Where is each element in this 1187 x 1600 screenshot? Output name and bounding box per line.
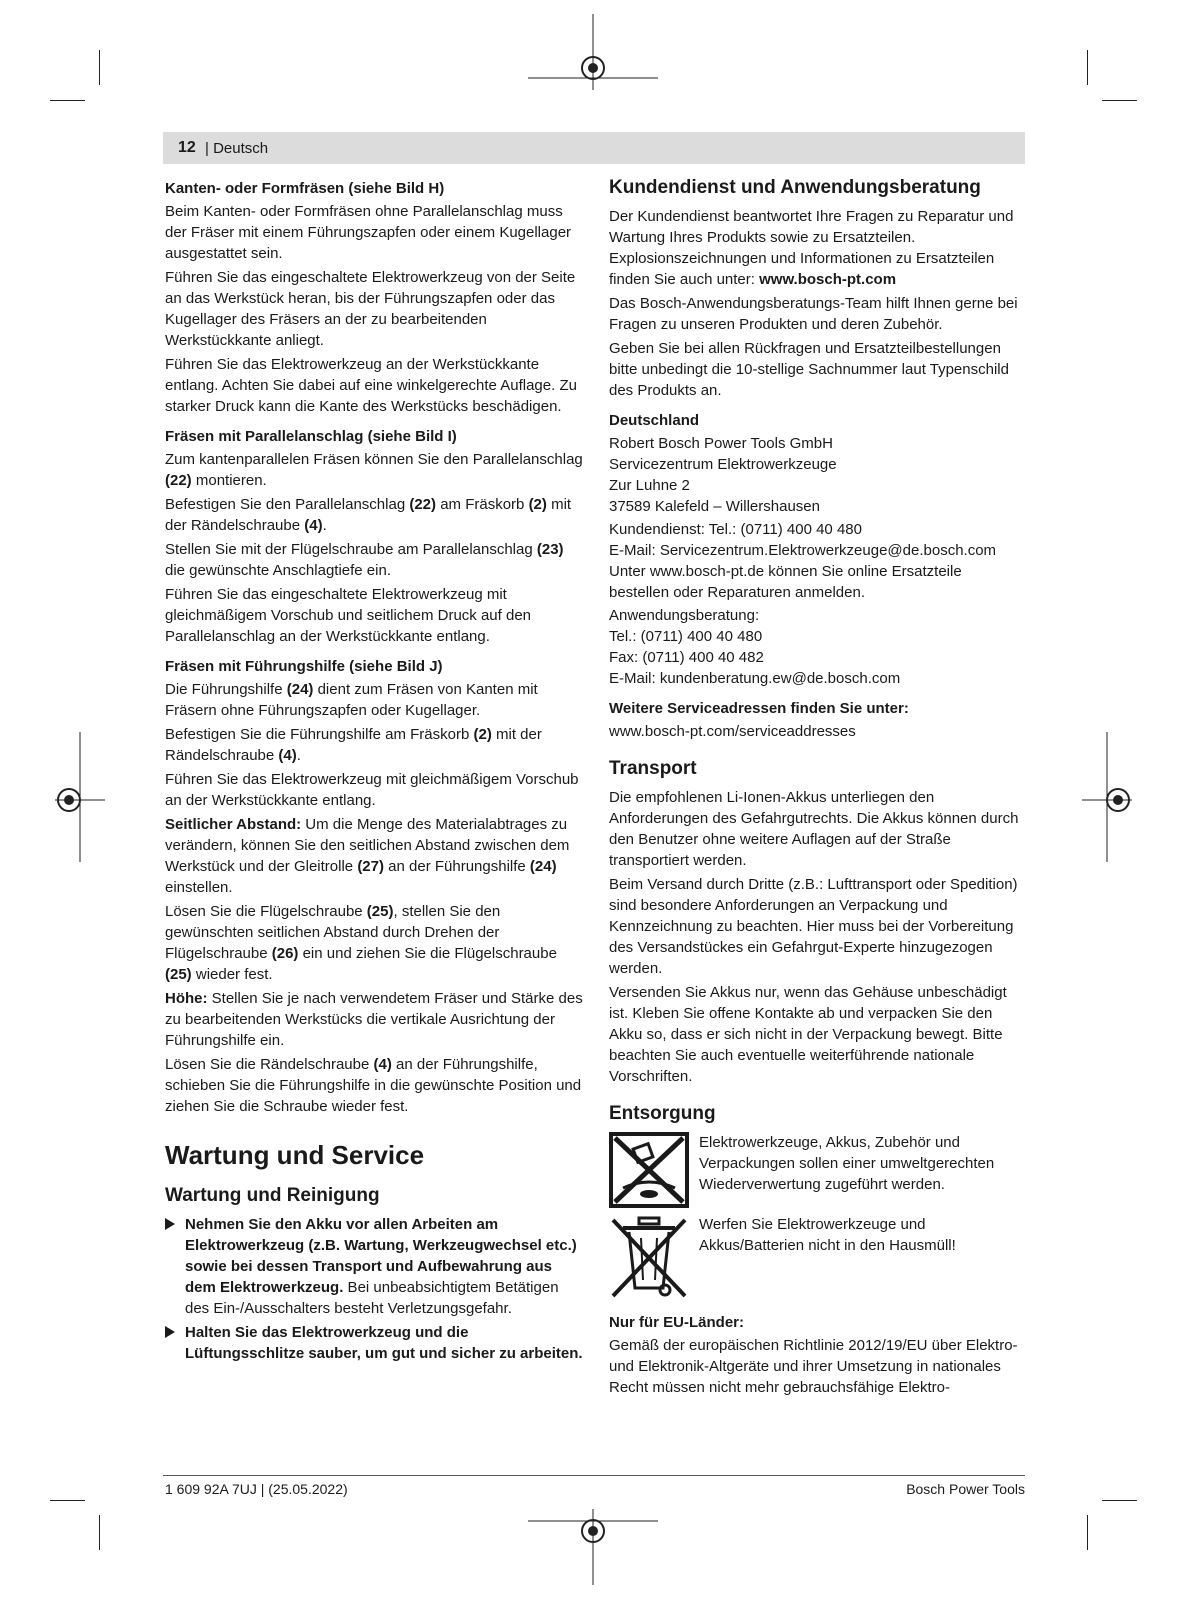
paragraph: Die Führungshilfe (24) dient zum Fräsen von Kanten mit Fräsern ohne Führungszapfen oder Kugellager. (165, 681, 538, 719)
registration-mark-icon (528, 12, 658, 92)
address-line: Zur Luhne 2 (609, 477, 690, 494)
right-column (609, 173, 1023, 1401)
paragraph: Versenden Sie Akkus nur, wenn das Gehäuse unbeschädigt ist. Kleben Sie offene Kontakte ab und verpacken Sie den Akku so, dass er sich nicht in der Verpackung bewegt. Bitte beachten Sie auch eventuelle weiterführende nationale Vorschriften. (609, 984, 1007, 1085)
paragraph: Führen Sie das eingeschaltete Elektrowerkzeug von der Seite an das Werkstück heran, bis der Führungszapfen oder das Kugellager des Fräsers an der zu bearbeitenden Werkstückkante anliegt. (165, 269, 576, 349)
section-heading: Kanten- oder Formfräsen (siehe Bild H) (165, 180, 445, 197)
address-line: Servicezentrum Elektrowerkzeuge (609, 456, 837, 473)
page-header (163, 132, 1025, 164)
address-line: Tel.: (0711) 400 40 480 (609, 628, 763, 645)
paragraph: Befestigen Sie den Parallelanschlag (22) am Fräskorb (2) mit der Rändelschraube (4). (165, 496, 572, 534)
crop-mark (1102, 100, 1137, 101)
footer-brand: Bosch Power Tools (906, 1481, 1025, 1497)
crop-mark (50, 1500, 85, 1501)
safety-bullet: Nehmen Sie den Akku vor allen Arbeiten am Elektrowerkzeug (z.B. Wartung, Werkzeugwechsel etc.) sowie bei dessen Transport und Aufbewahrung aus dem Elektrowerkzeug. Bei unbeabsichtigtem Betätigen des Ein-/Ausschalters besteht Verletzungsgefahr. (165, 1214, 585, 1319)
paragraph: Der Kundendienst beantwortet Ihre Fragen zu Reparatur und Wartung Ihres Produkts sowie zu Ersatzteilen. Explosionszeichnungen und Informationen zu Ersatzteilen finden Sie auch unter: www.bosch-pt.com (609, 208, 1014, 288)
paragraph: Gemäß der europäischen Richtlinie 2012/19/EU über Elektro- und Elektronik-Altgeräte und ihrer Umsetzung in nationales Recht müssen nicht mehr gebrauchsfähige Elektro- (609, 1337, 1018, 1396)
paragraph: Beim Versand durch Dritte (z.B.: Lufttransport oder Spedition) sind besondere Anforderungen an Verpackung und Kennzeichnung zu beachten. Hier muss bei der Vorbereitung des Versandstückes ein Gefahrgut-Experte hinzugezogen werden. (609, 876, 1018, 977)
service-url[interactable]: www.bosch-pt.com/serviceaddresses (609, 723, 856, 740)
page-number: 12 (178, 139, 196, 156)
paragraph: Geben Sie bei allen Rückfragen und Ersatzteilbestellungen bitte unbedingt die 10-stellige Sachnummer laut Typenschild des Produkts an. (609, 340, 1009, 399)
registration-mark-icon (55, 732, 105, 862)
paragraph: Führen Sie das Elektrowerkzeug an der Werkstückkante entlang. Achten Sie dabei auf eine winkelgerechte Auflage. Zu starker Druck kann die Kante des Werkstücks beschädigen. (165, 356, 577, 415)
section-heading: Transport (609, 758, 697, 779)
disposal-text: Werfen Sie Elektrowerkzeuge und Akkus/Batterien nicht in den Hausmüll! (699, 1216, 956, 1254)
crop-mark (1087, 1515, 1088, 1550)
address-line: E-Mail: Servicezentrum.Elektrowerkzeuge@de.bosch.com (609, 542, 997, 559)
left-column (165, 173, 585, 1367)
crop-mark (1102, 1500, 1137, 1501)
crossed-bin-icon (609, 1214, 689, 1300)
header-language: | Deutsch (205, 140, 269, 157)
section-heading: Kundendienst und Anwendungsberatung (609, 177, 981, 198)
section-heading: Weitere Serviceadressen finden Sie unter: (609, 700, 909, 717)
footer-rule (163, 1475, 1025, 1476)
paragraph: Zum kantenparallelen Fräsen können Sie den Parallelanschlag (22) montieren. (165, 451, 583, 489)
safety-bullet: Halten Sie das Elektrowerkzeug und die Lüftungsschlitze sauber, um gut und sicher zu arbeiten. (165, 1322, 585, 1364)
address-line: Anwendungsberatung: (609, 607, 760, 624)
paragraph: Höhe: Stellen Sie je nach verwendetem Fräser und Stärke des zu bearbeitenden Werkstücks die vertikale Ausrichtung der Führungshilfe ein. (165, 990, 583, 1049)
paragraph: Lösen Sie die Rändelschraube (4) an der Führungshilfe, schieben Sie die Führungshilfe in die gewünschte Position und ziehen Sie die Schraube wieder fest. (165, 1056, 582, 1115)
bullet-triangle-icon (165, 1326, 175, 1338)
registration-mark-icon (1082, 732, 1132, 862)
footer-doc-id: 1 609 92A 7UJ | (25.05.2022) (165, 1481, 348, 1497)
paragraph: Beim Kanten- oder Formfräsen ohne Parallelanschlag muss der Fräser mit einem Führungszapfen oder einem Kugellager ausgestattet sein. (165, 203, 572, 262)
paragraph: Seitlicher Abstand: Um die Menge des Materialabtrages zu verändern, können Sie den seitlichen Abstand zwischen dem Werkstück und der Gleitrolle (27) an der Führungshilfe (24) einstellen. (165, 816, 570, 896)
paragraph: Stellen Sie mit der Flügelschraube am Parallelanschlag (23) die gewünschte Anschlagtiefe ein. (165, 541, 564, 579)
crop-mark (99, 50, 100, 85)
address-line: Robert Bosch Power Tools GmbH (609, 435, 833, 452)
disposal-note (609, 1214, 1023, 1300)
section-heading: Fräsen mit Parallelanschlag (siehe Bild I) (165, 428, 457, 445)
crop-mark (50, 100, 85, 101)
link-bosch-pt[interactable]: www.bosch-pt.com (759, 271, 897, 288)
address-line: Fax: (0711) 400 40 482 (609, 649, 764, 666)
section-heading: Wartung und Reinigung (165, 1185, 380, 1206)
registration-mark-icon (528, 1507, 658, 1587)
paragraph: Die empfohlenen Li-Ionen-Akkus unterliegen den Anforderungen des Gefahrgutrechts. Die Akkus können durch den Benutzer ohne weitere Auflagen auf der Straße transportiert werden. (609, 789, 1019, 869)
no-dumping-icon (609, 1132, 689, 1208)
chapter-heading: Wartung und Service (165, 1140, 425, 1170)
address-line: E-Mail: kundenberatung.ew@de.bosch.com (609, 670, 901, 687)
crop-mark (99, 1515, 100, 1550)
paragraph: Führen Sie das eingeschaltete Elektrowerkzeug mit gleichmäßigem Vorschub und seitlichem Druck auf den Parallelanschlag an der Werkstückkante entlang. (165, 586, 532, 645)
address-line: Kundendienst: Tel.: (0711) 400 40 480 (609, 521, 862, 538)
paragraph: Das Bosch-Anwendungsberatungs-Team hilft Ihnen gerne bei Fragen zu unseren Produkten und deren Zubehör. (609, 295, 1018, 333)
disposal-note (609, 1132, 1023, 1208)
paragraph: Lösen Sie die Flügelschraube (25), stellen Sie den gewünschten seitlichen Abstand durch Drehen der Flügelschraube (26) ein und ziehen Sie die Flügelschraube (25) wieder fest. (165, 903, 557, 983)
section-heading: Deutschland (609, 412, 700, 429)
section-heading: Entsorgung (609, 1103, 716, 1124)
section-heading: Nur für EU-Länder: (609, 1314, 744, 1331)
address-line: 37589 Kalefeld – Willershausen (609, 498, 820, 515)
section-heading: Fräsen mit Führungshilfe (siehe Bild J) (165, 658, 443, 675)
paragraph: Befestigen Sie die Führungshilfe am Fräskorb (2) mit der Rändelschraube (4). (165, 726, 542, 764)
disposal-text: Elektrowerkzeuge, Akkus, Zubehör und Verpackungen sollen einer umweltgerechten Wiederverwertung zugeführt werden. (699, 1134, 995, 1193)
crop-mark (1087, 50, 1088, 85)
address-line: Unter www.bosch-pt.de können Sie online Ersatzteile bestellen oder Reparaturen anmelden. (609, 563, 962, 601)
paragraph: Führen Sie das Elektrowerkzeug mit gleichmäßigem Vorschub an der Werkstückkante entlang. (165, 771, 579, 809)
bullet-triangle-icon (165, 1218, 175, 1230)
